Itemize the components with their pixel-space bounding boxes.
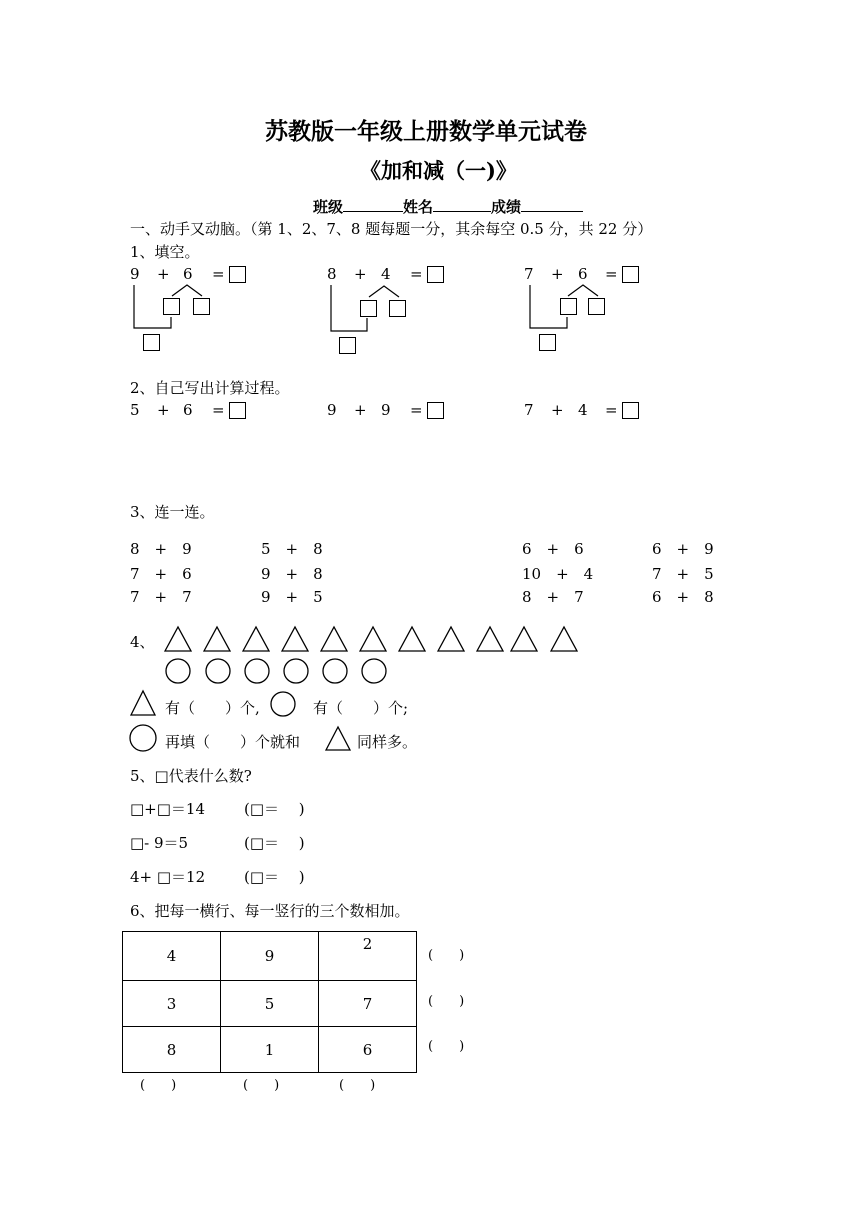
equals-sign: = (605, 401, 618, 419)
circle-row (166, 659, 386, 683)
match-expr[interactable]: 6 + 8 (652, 588, 714, 606)
equals-sign: = (212, 401, 225, 419)
section-1-heading: 一、动手又动脑。（第 1、2、7、8 题每题一分，其余每空 0.5 分，共 22 分） (130, 220, 653, 238)
circle-icon (271, 692, 295, 716)
page-subtitle: 《加和减（一)》 (360, 158, 517, 183)
grid-cell: 1 (221, 1027, 319, 1073)
operator: + (551, 265, 564, 283)
equals-sign: = (212, 265, 225, 283)
circle-icon (284, 659, 308, 683)
match-expr[interactable]: 7 + 5 (652, 565, 714, 583)
match-expr[interactable]: 7 + 6 (130, 565, 192, 583)
name-label: 姓名 (403, 198, 434, 216)
q5-heading: 5、□代表什么数? (130, 767, 252, 785)
grid-cell: 6 (319, 1027, 417, 1073)
class-label: 班级 (313, 198, 344, 216)
grid-cell: 2 (319, 932, 417, 981)
circle-icon (362, 659, 386, 683)
grid-cell: 4 (123, 932, 221, 981)
equals-sign: = (410, 401, 423, 419)
col-sum-answer[interactable]: ( ) (140, 1078, 177, 1093)
q2-heading: 2、自己写出计算过程。 (130, 379, 290, 397)
circle-icon (130, 725, 156, 751)
q4-circle-count-text: 有（ ）个; (313, 699, 409, 717)
row-sum-answer[interactable]: ( ) (428, 1039, 465, 1054)
grid-cell: 9 (221, 932, 319, 981)
operand: 4 (578, 401, 588, 419)
triangle-icon (511, 627, 537, 651)
circle-icon (166, 659, 190, 683)
q4-triangle-count-text: 有（ ）个, (165, 699, 260, 717)
circle-icon (323, 659, 347, 683)
q4-heading: 4、 (130, 633, 155, 651)
operand: 6 (578, 265, 588, 283)
q5-answer[interactable]: (□＝ ) (244, 868, 305, 886)
triangle-row (165, 627, 577, 651)
operator: + (551, 401, 564, 419)
match-expr[interactable]: 10 + 4 (522, 565, 594, 583)
number-grid (122, 931, 417, 1073)
triangle-icon (282, 627, 308, 651)
operand: 9 (327, 401, 337, 419)
operator: + (354, 401, 367, 419)
operator: + (157, 265, 170, 283)
grid-cell: 7 (319, 981, 417, 1027)
operand: 6 (183, 265, 193, 283)
match-expr[interactable]: 6 + 6 (522, 540, 584, 558)
triangle-icon (360, 627, 386, 651)
match-expr[interactable]: 7 + 7 (130, 588, 192, 606)
operand: 9 (130, 265, 140, 283)
operand: 7 (524, 401, 534, 419)
operand: 6 (183, 401, 193, 419)
match-expr[interactable]: 9 + 8 (261, 565, 323, 583)
triangle-icon (131, 691, 155, 715)
q3-heading: 3、连一连。 (130, 503, 215, 521)
operand: 7 (524, 265, 534, 283)
triangle-icon (165, 627, 191, 651)
grid-row (123, 1027, 417, 1073)
q5-expr: □+□＝14 (130, 800, 206, 818)
grid-cell: 3 (123, 981, 221, 1027)
row-sum-answer[interactable]: ( ) (428, 948, 465, 963)
equals-sign: = (410, 265, 423, 283)
operator: + (157, 401, 170, 419)
circle-icon (206, 659, 230, 683)
triangle-icon (326, 727, 350, 750)
triangle-icon (204, 627, 230, 651)
q4-same-text: 同样多。 (357, 733, 418, 751)
triangle-icon (243, 627, 269, 651)
operand: 8 (327, 265, 337, 283)
col-sum-answer[interactable]: ( ) (339, 1078, 376, 1093)
grid-cell: 5 (221, 981, 319, 1027)
match-expr[interactable]: 8 + 7 (522, 588, 584, 606)
q4-fill-text: 再填（ ）个就和 (165, 733, 301, 751)
triangle-icon (399, 627, 425, 651)
match-expr[interactable]: 8 + 9 (130, 540, 192, 558)
match-expr[interactable]: 9 + 5 (261, 588, 323, 606)
match-expr[interactable]: 6 + 9 (652, 540, 714, 558)
match-expr[interactable]: 5 + 8 (261, 540, 323, 558)
triangle-icon (477, 627, 503, 651)
triangle-icon (438, 627, 464, 651)
q1-heading: 1、填空。 (130, 243, 200, 261)
operand: 9 (381, 401, 391, 419)
operand: 4 (381, 265, 391, 283)
operand: 5 (130, 401, 140, 419)
grid-row (123, 981, 417, 1027)
triangle-icon (551, 627, 577, 651)
grid-row (123, 932, 417, 981)
q5-answer[interactable]: (□＝ ) (244, 834, 305, 852)
q5-expr: □- 9＝5 (130, 834, 189, 852)
grid-cell: 8 (123, 1027, 221, 1073)
q6-heading: 6、把每一横行、每一竖行的三个数相加。 (130, 902, 410, 920)
triangle-icon (321, 627, 347, 651)
circle-icon (245, 659, 269, 683)
operator: + (354, 265, 367, 283)
col-sum-answer[interactable]: ( ) (243, 1078, 280, 1093)
page-title: 苏教版一年级上册数学单元试卷 (265, 118, 587, 145)
q5-expr: 4+ □＝12 (130, 868, 206, 886)
row-sum-answer[interactable]: ( ) (428, 994, 465, 1009)
score-label: 成绩 (491, 198, 522, 216)
q5-answer[interactable]: (□＝ ) (244, 800, 305, 818)
equals-sign: = (605, 265, 618, 283)
